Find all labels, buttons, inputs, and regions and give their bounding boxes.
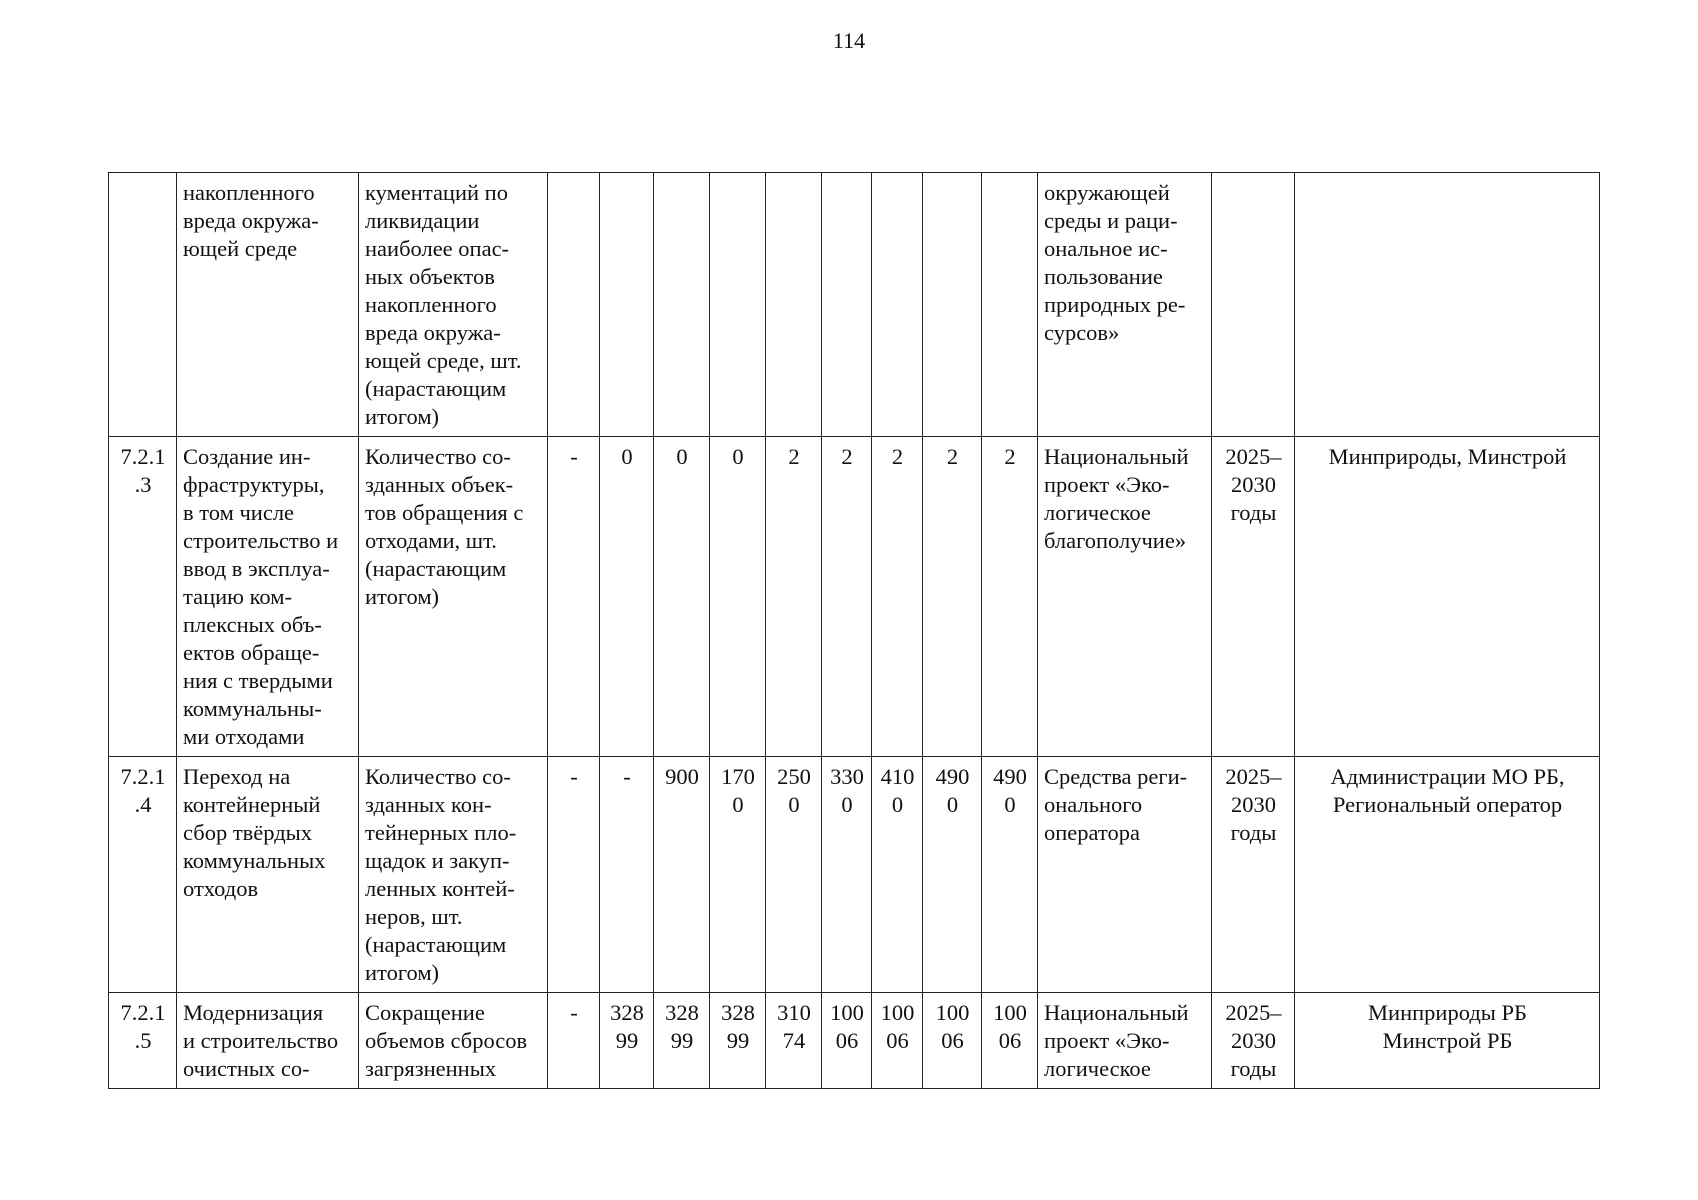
- funding-source-cell: Национальный проект «Эко- логическое благополучие»: [1038, 437, 1212, 757]
- value-cell: -: [548, 437, 600, 757]
- value-cell: [654, 173, 710, 437]
- value-cell: 900: [654, 757, 710, 993]
- value-cell: [822, 173, 872, 437]
- responsible-cell: Минприроды, Минстрой: [1295, 437, 1600, 757]
- table-row: [109, 757, 1600, 993]
- responsible-cell: Минприроды РБ Минстрой РБ: [1295, 993, 1600, 1089]
- item-number-cell: 7.2.1 .3: [109, 437, 177, 757]
- activity-name-cell: Модернизация и строительство очистных со-: [177, 993, 359, 1089]
- value-cell: 0: [710, 437, 766, 757]
- value-cell: 490 0: [923, 757, 982, 993]
- activity-name-cell: Создание ин- фраструктуры, в том числе строительство и ввод в эксплуа- тацию ком- плексных объ- ектов обраще- ния с твердыми коммунальны- ми отходами: [177, 437, 359, 757]
- period-cell: 2025– 2030 годы: [1212, 437, 1295, 757]
- value-cell: 410 0: [872, 757, 923, 993]
- value-cell: [982, 173, 1038, 437]
- item-number-cell: 7.2.1 .5: [109, 993, 177, 1089]
- value-cell: 2: [766, 437, 822, 757]
- indicator-cell: кументаций по ликвидации наиболее опас- ных объектов накопленного вреда окружа- ющей среде, шт. (нарастающим итогом): [359, 173, 548, 437]
- table-row: [109, 173, 1600, 437]
- responsible-cell: Администрации МО РБ, Региональный оператор: [1295, 757, 1600, 993]
- value-cell: [710, 173, 766, 437]
- table-row: [109, 437, 1600, 757]
- indicator-cell: Сокращение объемов сбросов загрязненных: [359, 993, 548, 1089]
- value-cell: 250 0: [766, 757, 822, 993]
- period-cell: 2025– 2030 годы: [1212, 757, 1295, 993]
- value-cell: 330 0: [822, 757, 872, 993]
- value-cell: [766, 173, 822, 437]
- indicator-cell: Количество со- зданных объек- тов обращения с отходами, шт. (нарастающим итогом): [359, 437, 548, 757]
- activity-name-cell: накопленного вреда окружа- ющей среде: [177, 173, 359, 437]
- value-cell: [600, 173, 654, 437]
- funding-source-cell: Национальный проект «Эко- логическое: [1038, 993, 1212, 1089]
- value-cell: -: [548, 757, 600, 993]
- funding-source-cell: окружающей среды и раци- ональное ис- пользование природных ре- сурсов»: [1038, 173, 1212, 437]
- value-cell: 310 74: [766, 993, 822, 1089]
- period-cell: 2025– 2030 годы: [1212, 993, 1295, 1089]
- value-cell: -: [600, 757, 654, 993]
- value-cell: 328 99: [710, 993, 766, 1089]
- value-cell: 0: [654, 437, 710, 757]
- value-cell: 100 06: [923, 993, 982, 1089]
- value-cell: 0: [600, 437, 654, 757]
- item-number-cell: 7.2.1 .4: [109, 757, 177, 993]
- value-cell: 100 06: [822, 993, 872, 1089]
- value-cell: 100 06: [982, 993, 1038, 1089]
- value-cell: 490 0: [982, 757, 1038, 993]
- value-cell: 328 99: [654, 993, 710, 1089]
- value-cell: 100 06: [872, 993, 923, 1089]
- table-row: [109, 993, 1600, 1089]
- item-number-cell: [109, 173, 177, 437]
- funding-source-cell: Средства реги- онального оператора: [1038, 757, 1212, 993]
- program-table: [108, 172, 1600, 1089]
- value-cell: 2: [872, 437, 923, 757]
- responsible-cell: [1295, 173, 1600, 437]
- value-cell: [548, 173, 600, 437]
- value-cell: -: [548, 993, 600, 1089]
- value-cell: 2: [982, 437, 1038, 757]
- page-number: 114: [832, 28, 866, 53]
- value-cell: 328 99: [600, 993, 654, 1089]
- value-cell: 170 0: [710, 757, 766, 993]
- value-cell: [923, 173, 982, 437]
- activity-name-cell: Переход на контейнерный сбор твёрдых коммунальных отходов: [177, 757, 359, 993]
- value-cell: 2: [923, 437, 982, 757]
- period-cell: [1212, 173, 1295, 437]
- value-cell: 2: [822, 437, 872, 757]
- value-cell: [872, 173, 923, 437]
- indicator-cell: Количество со- зданных кон- тейнерных пло- щадок и закуп- ленных контей- неров, шт. (нарастающим итогом): [359, 757, 548, 993]
